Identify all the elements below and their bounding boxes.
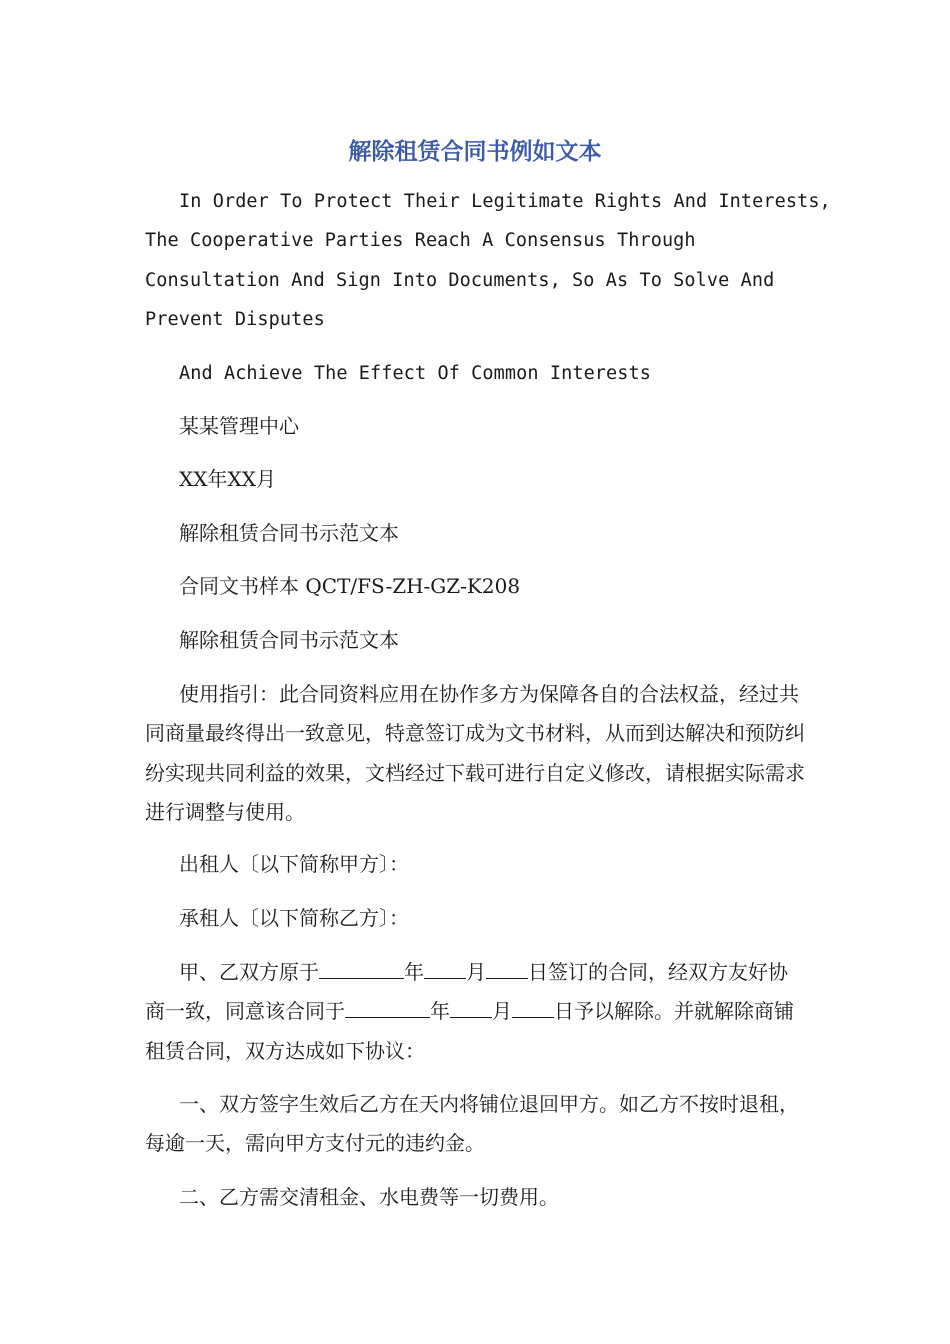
document-title: 解除租赁合同书例如文本 — [348, 139, 602, 165]
clause-2: 二、乙方需交清租金、水电费等一切费用。 — [179, 1185, 559, 1209]
english-intro-continued: And Achieve The Effect Of Common Interests — [179, 363, 651, 384]
date-blank — [345, 995, 430, 1018]
date-blank — [512, 995, 554, 1018]
agreement-text: 日予以解除。并就解除商铺租赁合同，双方达成如下协议： — [145, 999, 794, 1063]
lessee-line: 承租人〔以下简称乙方〕： — [179, 906, 409, 930]
agreement-text: 月 — [466, 960, 486, 984]
organization-name: 某某管理中心 — [179, 414, 299, 438]
date-blank — [486, 956, 528, 979]
document-code: 合同文书样本 QCT/FS-ZH-GZ-K208 — [179, 574, 521, 598]
subtitle: 解除租赁合同书示范文本 — [179, 628, 399, 652]
document-date: XX年XX月 — [179, 467, 276, 491]
english-intro-line: In Order To Protect Their Legitimate Rights And Interests, — [179, 191, 831, 212]
subtitle: 解除租赁合同书示范文本 — [179, 521, 399, 545]
date-blank — [424, 956, 466, 979]
agreement-text: 年 — [404, 960, 424, 984]
agreement-text: 甲、乙双方原于 — [179, 960, 319, 984]
english-intro — [145, 182, 831, 339]
english-intro-line: The Cooperative Parties Reach A Consensus Through — [145, 230, 696, 252]
agreement-text: 日签订的合同，经双方友好协商一致，同意该合同于 — [145, 960, 788, 1024]
english-intro-line: Consultation And Sign Into Documents, So As To Solve And — [145, 269, 775, 291]
agreement-paragraph — [145, 953, 807, 1071]
lessor-line: 出租人〔以下简称甲方〕： — [179, 852, 409, 876]
agreement-text: 月 — [492, 999, 512, 1024]
date-blank — [319, 956, 404, 979]
english-intro-line: Prevent Disputes — [145, 308, 325, 330]
date-blank — [450, 995, 492, 1018]
agreement-text: 年 — [430, 999, 450, 1024]
usage-guide: 使用指引：此合同资料应用在协作多方为保障各自的合法权益，经过共同商量最终得出一致意见，特意签订成为文书材料，从而到达解决和预防纠纷实现共同利益的效果，文档经过下载可进行自定义修改，请根据实际需求进行调整与使用。 — [145, 682, 805, 824]
clause-1: 一、双方签字生效后乙方在天内将铺位退回甲方。如乙方不按时退租，每逾一天，需向甲方支付元的违约金。 — [145, 1092, 799, 1156]
